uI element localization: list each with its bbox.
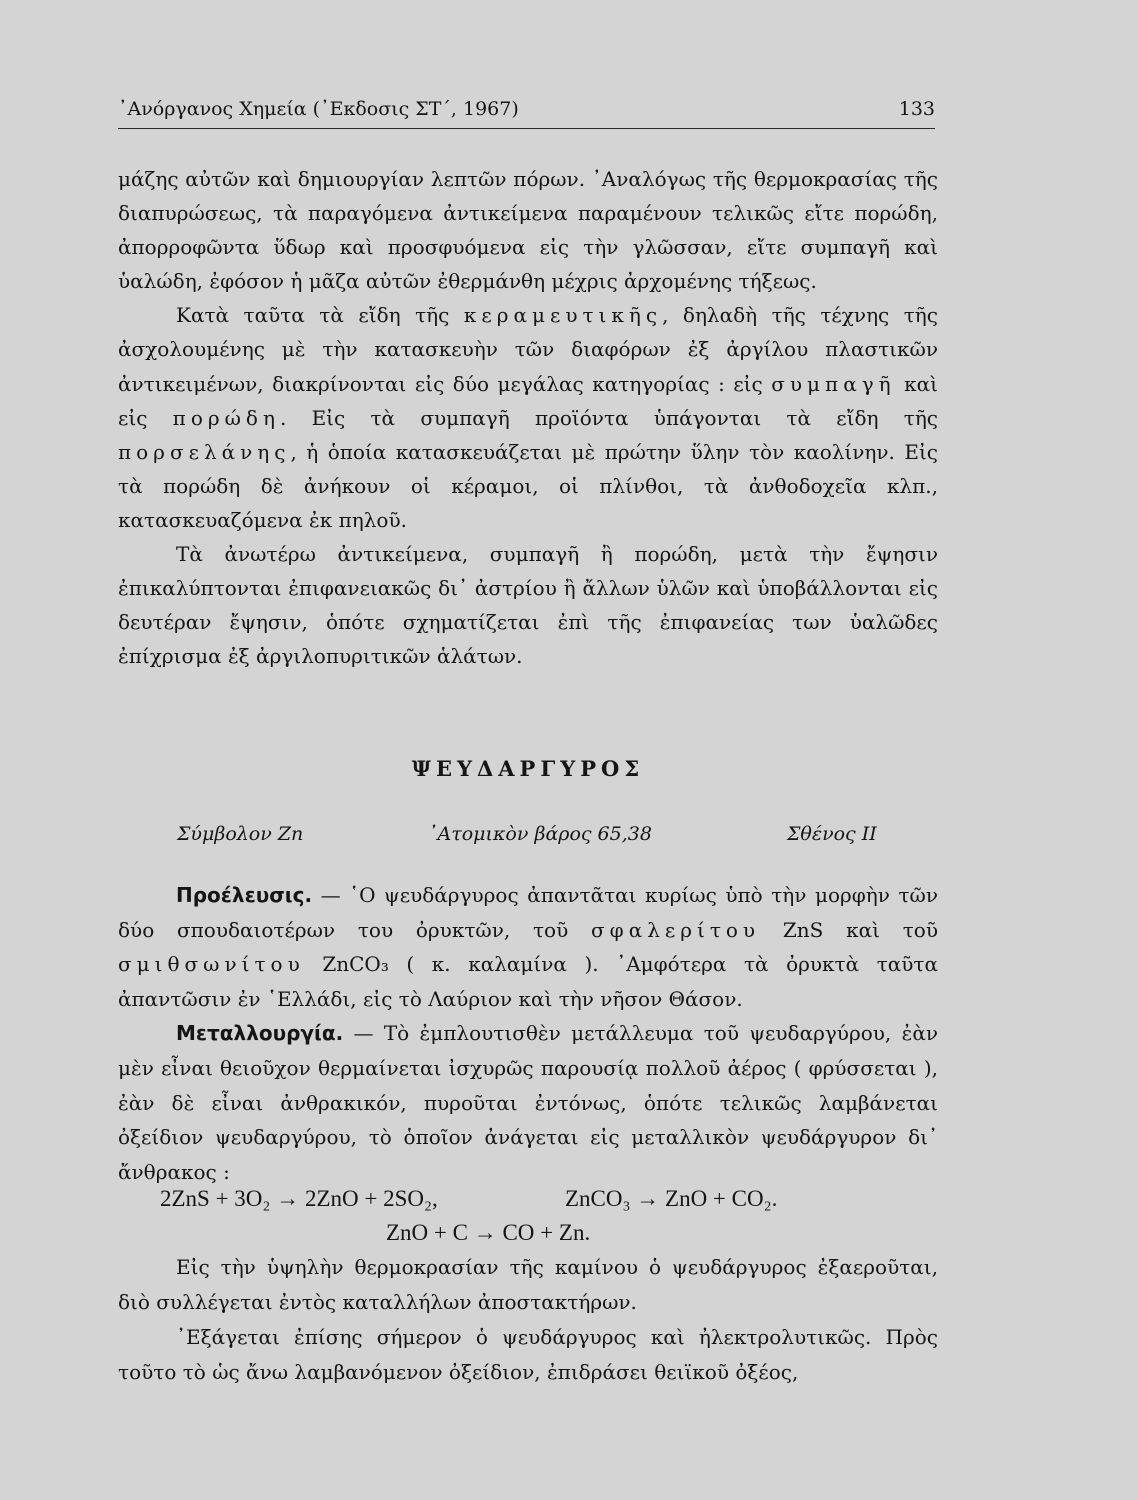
equation: 2ZnS + 3O₂ → 2ZnO + 2SO₂,	[160, 1186, 438, 1211]
spaced-term: σφαλερίτου	[591, 917, 761, 942]
text-run: — Τὸ ἐμπλουτισθὲν μετάλλευμα τοῦ ψευδαργύρου, ἐὰν μὲν εἶναι θειοῦχον θερμαίνεται ἰσχυρῶς παρουσίᾳ πολλοῦ ἀέρος ( φρύσσεται ), ἐὰν δὲ εἶναι ἀνθρακικόν, πυροῦται ἐντόνως, ὁπότε τελικῶς λαμβάνεται ὀξείδιον ψευδαργύρου, τὸ ὁποῖον ἀνάγεται εἰς μεταλλικὸν ψευδάργυρον δι᾿ ἄνθρακος :	[118, 1021, 938, 1184]
text-run: . Εἰς τὰ συμπαγῆ προϊόντα ὑπάγονται τὰ εἴδη τῆς	[279, 405, 938, 430]
paragraph	[118, 878, 938, 1016]
paragraph: μάζης αὐτῶν καὶ δημιουργίαν λεπτῶν πόρων. ᾿Αναλόγως τῆς θερμοκρασίας τῆς διαπυρώσεως, τὰ παραγόμενα ἀντικείμενα παραμένουν τελικῶς εἴτε πορώδη, ἀπορροφῶντα ὕδωρ καὶ προσφυόμενα εἰς τὴν γλῶσσαν, εἴτε συμπαγῆ καὶ ὑαλώδη, ἐφόσον ἡ μᾶζα αὐτῶν ἐθερμάνθη μέχρις ἀρχομένης τήξεως.	[118, 167, 938, 294]
element-symbol: Σύμβολον Zn	[177, 823, 304, 845]
section-text	[118, 878, 938, 1189]
text-run: ZnCO₃ ( κ. καλαμίνα ). ᾿Αμφότερα τὰ ὀρυκτὰ ταῦτα ἀπαντῶσιν ἐν ῾Ελλάδι, εἰς τὸ Λαύριον καὶ τὴν νῆσον Θάσον.	[118, 952, 938, 1011]
section-title: ΨΕΥΔΑΡΓΥΡΟΣ	[411, 756, 645, 781]
spaced-term: πορώδη	[172, 405, 280, 430]
text-run: καὶ εἰς	[118, 371, 938, 430]
spaced-term: συμπαγῆ	[771, 371, 896, 396]
paragraph: Τὰ ἀνωτέρω ἀντικείμενα, συμπαγῆ ἢ πορώδη, μετὰ τὴν ἔψησιν ἐπικαλύπτονται ἐπιφανειακῶς δι᾿ ἀστρίου ἢ ἄλλων ὑλῶν καὶ ὑποβάλλονται εἰς δευτέραν ἔψησιν, ὁπότε σχηματίζεται ἐπὶ τῆς ἐπιφανείας των ὑαλῶδες ἐπίχρισμα ἐξ ἀργιλοπυριτικῶν ἁλάτων.	[118, 542, 938, 669]
paragraph	[118, 298, 938, 537]
running-header	[118, 98, 935, 129]
equation: ZnO + C → CO + Zn.	[386, 1220, 591, 1245]
text-run: , ἡ ὁποία κατασκευάζεται μὲ πρώτην ὕλην τὸν καολίνην. Εἰς τὰ πορώδη δὲ ἀνήκουν οἱ κέραμοι, οἱ πλίνθοι, τὰ ἀνθοδοχεῖα κλπ., κατασκευαζόμενα ἐκ πηλοῦ.	[118, 439, 938, 532]
paragraph: Εἰς τὴν ὑψηλὴν θερμοκρασίαν τῆς καμίνου ὁ ψευδάργυρος ἐξαεροῦται, διὸ συλλέγεται ἐντὸς καταλλήλων ἀποστακτήρων.	[118, 1255, 938, 1314]
equation: ZnCO₃ → ZnO + CO₂.	[565, 1186, 778, 1211]
header-title: ᾿Ανόργανος Χημεία (᾿Εκδοσις ΣΤ΄, 1967)	[118, 98, 519, 120]
spaced-term: κεραμευτικῆς	[463, 303, 663, 328]
paragraph-heading: Μεταλλουργία.	[176, 1021, 344, 1046]
text-run: — ῾Ο ψευδάργυρος ἀπαντᾶται κυρίως ὑπὸ τὴν μορφὴν τῶν δύο σπουδαιοτέρων του ὀρυκτῶν, τοῦ	[118, 883, 938, 942]
paragraph-heading: Προέλευσις.	[176, 883, 313, 907]
spaced-term: σμιθσωνίτου	[118, 952, 305, 977]
intro-text	[118, 162, 938, 673]
paragraph: ᾿Εξάγεται ἐπίσης σήμερον ὁ ψευδάργυρος καὶ ἠλεκτρολυτικῶς. Πρὸς τοῦτο τὸ ὡς ἄνω λαμβανόμενον ὀξείδιον, ἐπιδράσει θειϊκοῦ ὀξέος,	[118, 1325, 938, 1384]
text-run: Κατὰ ταῦτα τὰ εἴδη τῆς	[176, 303, 464, 328]
text-run: ZnS καὶ τοῦ	[760, 917, 938, 942]
closing-text	[118, 1250, 938, 1390]
valence: Σθένος II	[787, 823, 877, 845]
page-number: 133	[898, 98, 935, 120]
text-run: , δηλαδὴ τῆς τέχνης τῆς ἀσχολουμένης μὲ τὴν κατασκευὴν τῶν διαφόρων ἐξ ἀργίλου πλαστικῶν ἀντικειμένων, διακρίνονται εἰς δύο μεγάλας κατηγορίας : εἰς	[118, 303, 938, 396]
spaced-term: πορσελάνης	[118, 439, 291, 464]
paragraph	[118, 1016, 938, 1189]
atomic-weight: ᾿Ατομικὸν βάρος 65,38	[428, 823, 652, 845]
